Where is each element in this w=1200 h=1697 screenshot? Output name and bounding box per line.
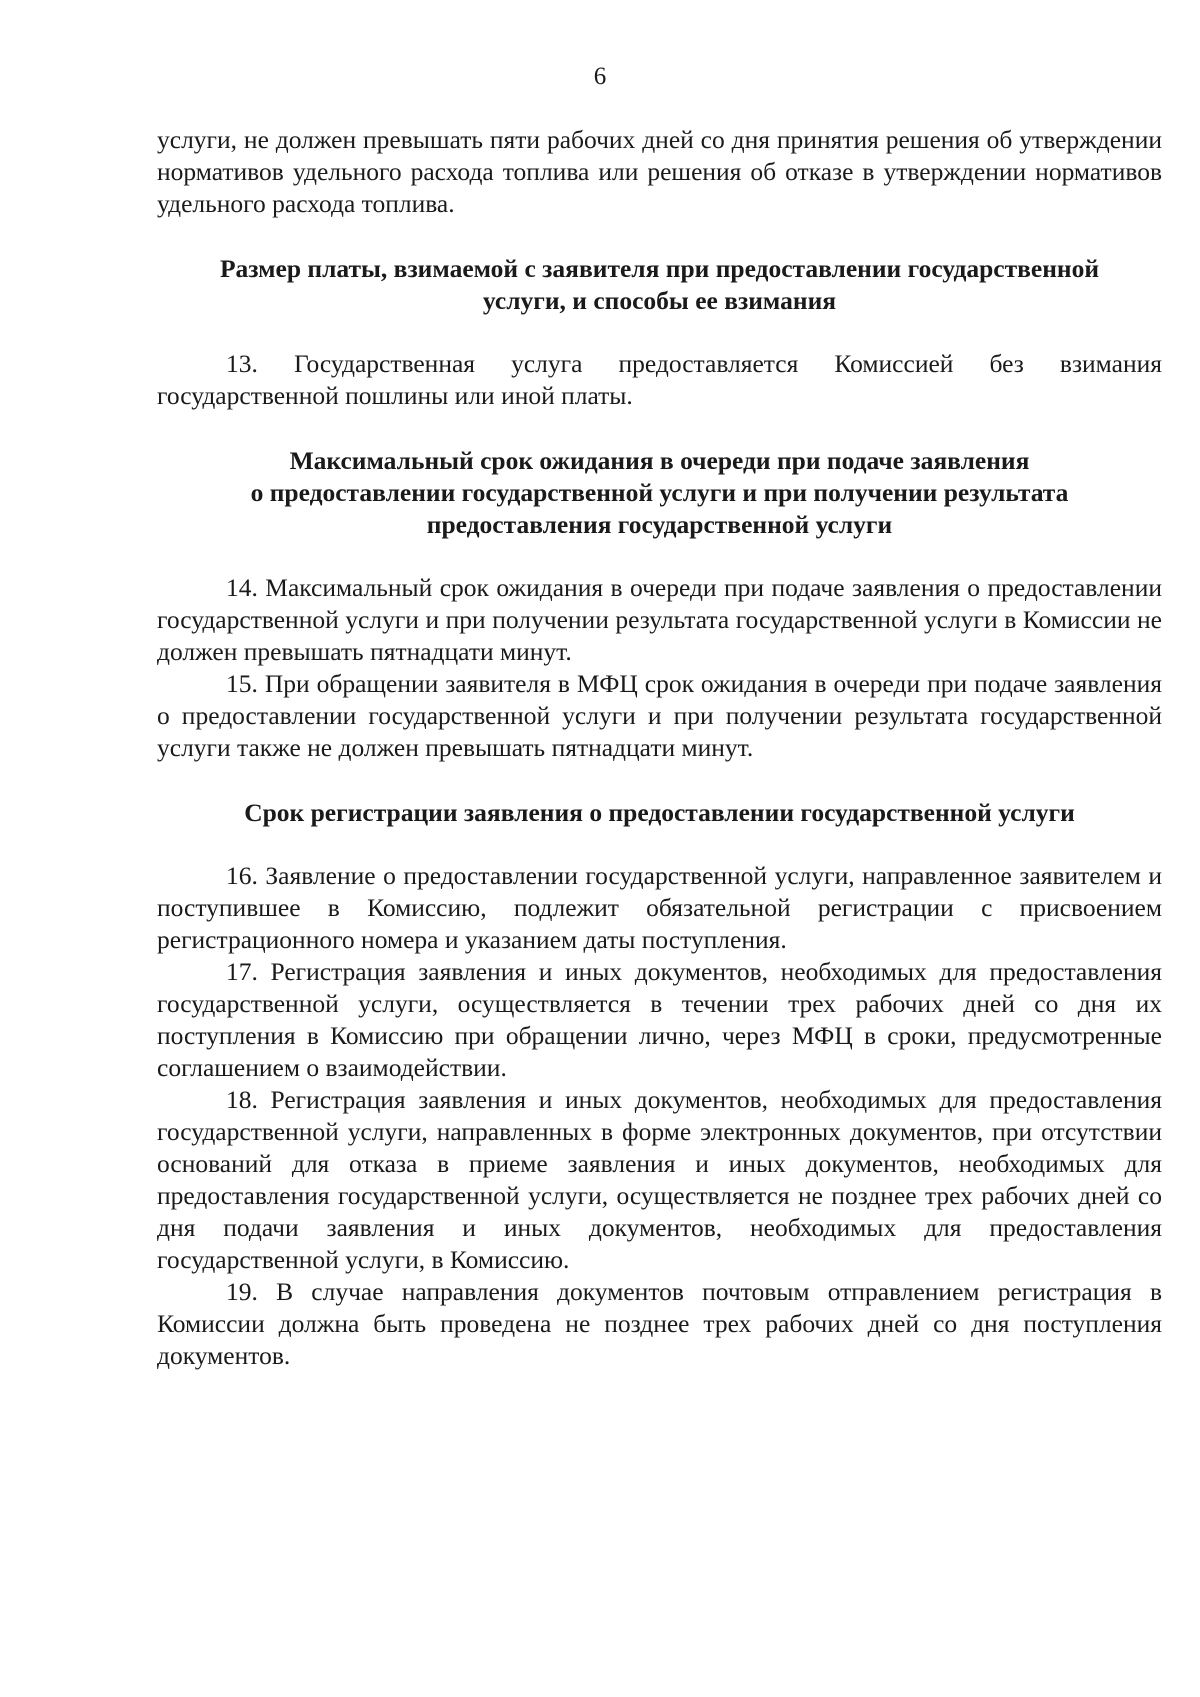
heading-line: Размер платы, взимаемой с заявителя при предоставлении государственной: [219, 254, 1100, 283]
heading-line: предоставления государственной услуги: [426, 510, 893, 539]
paragraph-16: 16. Заявление о предоставлении государственной услуги, направленное заявителем и поступившее в Комиссию, подлежит обязательной регистрации с присвоением регистрационного номера и указанием даты поступления.: [157, 861, 1162, 954]
intro-paragraph: услуги, не должен превышать пяти рабочих дней со дня принятия решения об утверждении нормативов удельного расхода топлива или решения об отказе в утверждении нормативов удельного расхода топлива.: [157, 125, 1162, 218]
section-heading-registration: [157, 797, 1162, 829]
heading-line: Срок регистрации заявления о предоставлении государственной услуги: [244, 798, 1075, 827]
heading-line: услуги, и способы ее взимания: [482, 286, 837, 315]
section-heading-fee: [157, 253, 1162, 317]
paragraph-19: 19. В случае направления документов почтовым отправлением регистрация в Комиссии должна быть проведена не позднее трех рабочих дней со дня поступления документов.: [157, 1277, 1162, 1370]
paragraph-15: 15. При обращении заявителя в МФЦ срок ожидания в очереди при подаче заявления о предоставлении государственной услуги и при получении результата государственной услуги также не должен превышать пятнадцати минут.: [157, 669, 1162, 762]
paragraph-17: 17. Регистрация заявления и иных документов, необходимых для предоставления государственной услуги, осуществляется в течении трех рабочих дней со дня их поступления в Комиссию при обращении лично, через МФЦ в сроки, предусмотренные соглашением о взаимодействии.: [157, 957, 1162, 1082]
document-body: [157, 124, 1162, 1372]
heading-line: о предоставлении государственной услуги и при получении результата: [250, 478, 1069, 507]
paragraph-14: 14. Максимальный срок ожидания в очереди при подаче заявления о предоставлении государственной услуги и при получении результата государственной услуги в Комиссии не должен превышать пятнадцати минут.: [157, 573, 1162, 666]
paragraph-18: 18. Регистрация заявления и иных документов, необходимых для предоставления государственной услуги, направленных в форме электронных документов, при отсутствии оснований для отказа в приеме заявления и иных документов, необходимых для предоставления государственной услуги, осуществляется не позднее трех рабочих дней со дня подачи заявления и иных документов, необходимых для предоставления государственной услуги, в Комиссию.: [157, 1085, 1162, 1274]
page-number: 6: [593, 63, 607, 90]
heading-line: Максимальный срок ожидания в очереди при подаче заявления: [289, 446, 1030, 475]
paragraph-13: 13. Государственная услуга предоставляется Комиссией без взимания государственной пошлины или иной платы.: [157, 349, 1162, 410]
section-heading-waiting-time: [157, 445, 1162, 541]
